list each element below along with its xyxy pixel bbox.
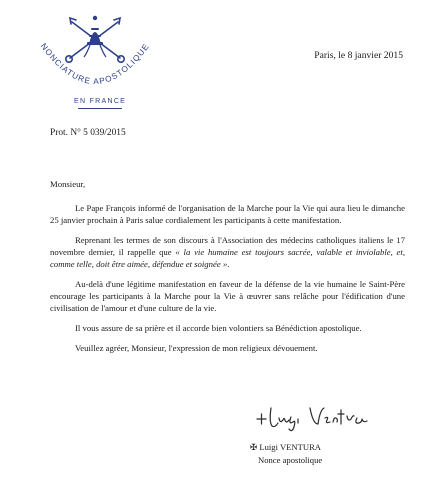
salutation: Monsieur, (50, 179, 86, 189)
paragraph-3: Au-delà d'une légitime manifestation en faveur de la défense de la vie humaine le Saint-Père encourage les participants à la Marche pour la Vie à œuvrer sans relâche pour l'édification d'une civilisation de l'amour et d'une culture de la vie. (50, 279, 405, 313)
reference-number: Prot. N° 5 039/2015 (50, 128, 126, 138)
nunciature-arc-title (30, 42, 160, 104)
arc-text: NONCIATURE APOSTOLIQUE (38, 42, 152, 87)
svg-text:NONCIATURE APOSTOLIQUE (39, 42, 151, 86)
paragraph-4: Il vous assure de sa prière et il accorde bien volontiers sa Bénédiction apostolique. (75, 323, 362, 333)
paragraph-1: Le Pape François informé de l'organisation de la Marche pour la Vie qui aura lieu le dimanche 25 janvier prochain à Paris salue cordialement les participants à cette manifestation. (50, 203, 405, 225)
paragraph-5: Veuillez agréer, Monsieur, l'expression de mon religieux dévouement. (75, 343, 318, 353)
letter-body (50, 178, 405, 362)
paragraph-2-quote: « la vie humaine est toujours sacrée, valable et inviolable, et, comme telle, doit être aimée, défendue et soignée » (50, 247, 405, 269)
paragraph-2 (50, 234, 405, 270)
handwritten-signature (253, 402, 373, 432)
paragraph-2-prefix: Reprenant les termes de son discours à l'Association des médecins catholiques italiens le 17 novembre dernier, il rappelle que (50, 235, 405, 257)
letterhead-subtitle: EN FRANCE (74, 98, 127, 105)
date-line: Paris, le 8 janvier 2015 (314, 50, 403, 61)
letterhead-rule (78, 108, 122, 109)
signer-title: Nonce apostolique (258, 455, 323, 465)
paragraph-2-suffix: . (227, 259, 230, 269)
signer-name: ✠ Luigi VENTURA (250, 442, 322, 452)
